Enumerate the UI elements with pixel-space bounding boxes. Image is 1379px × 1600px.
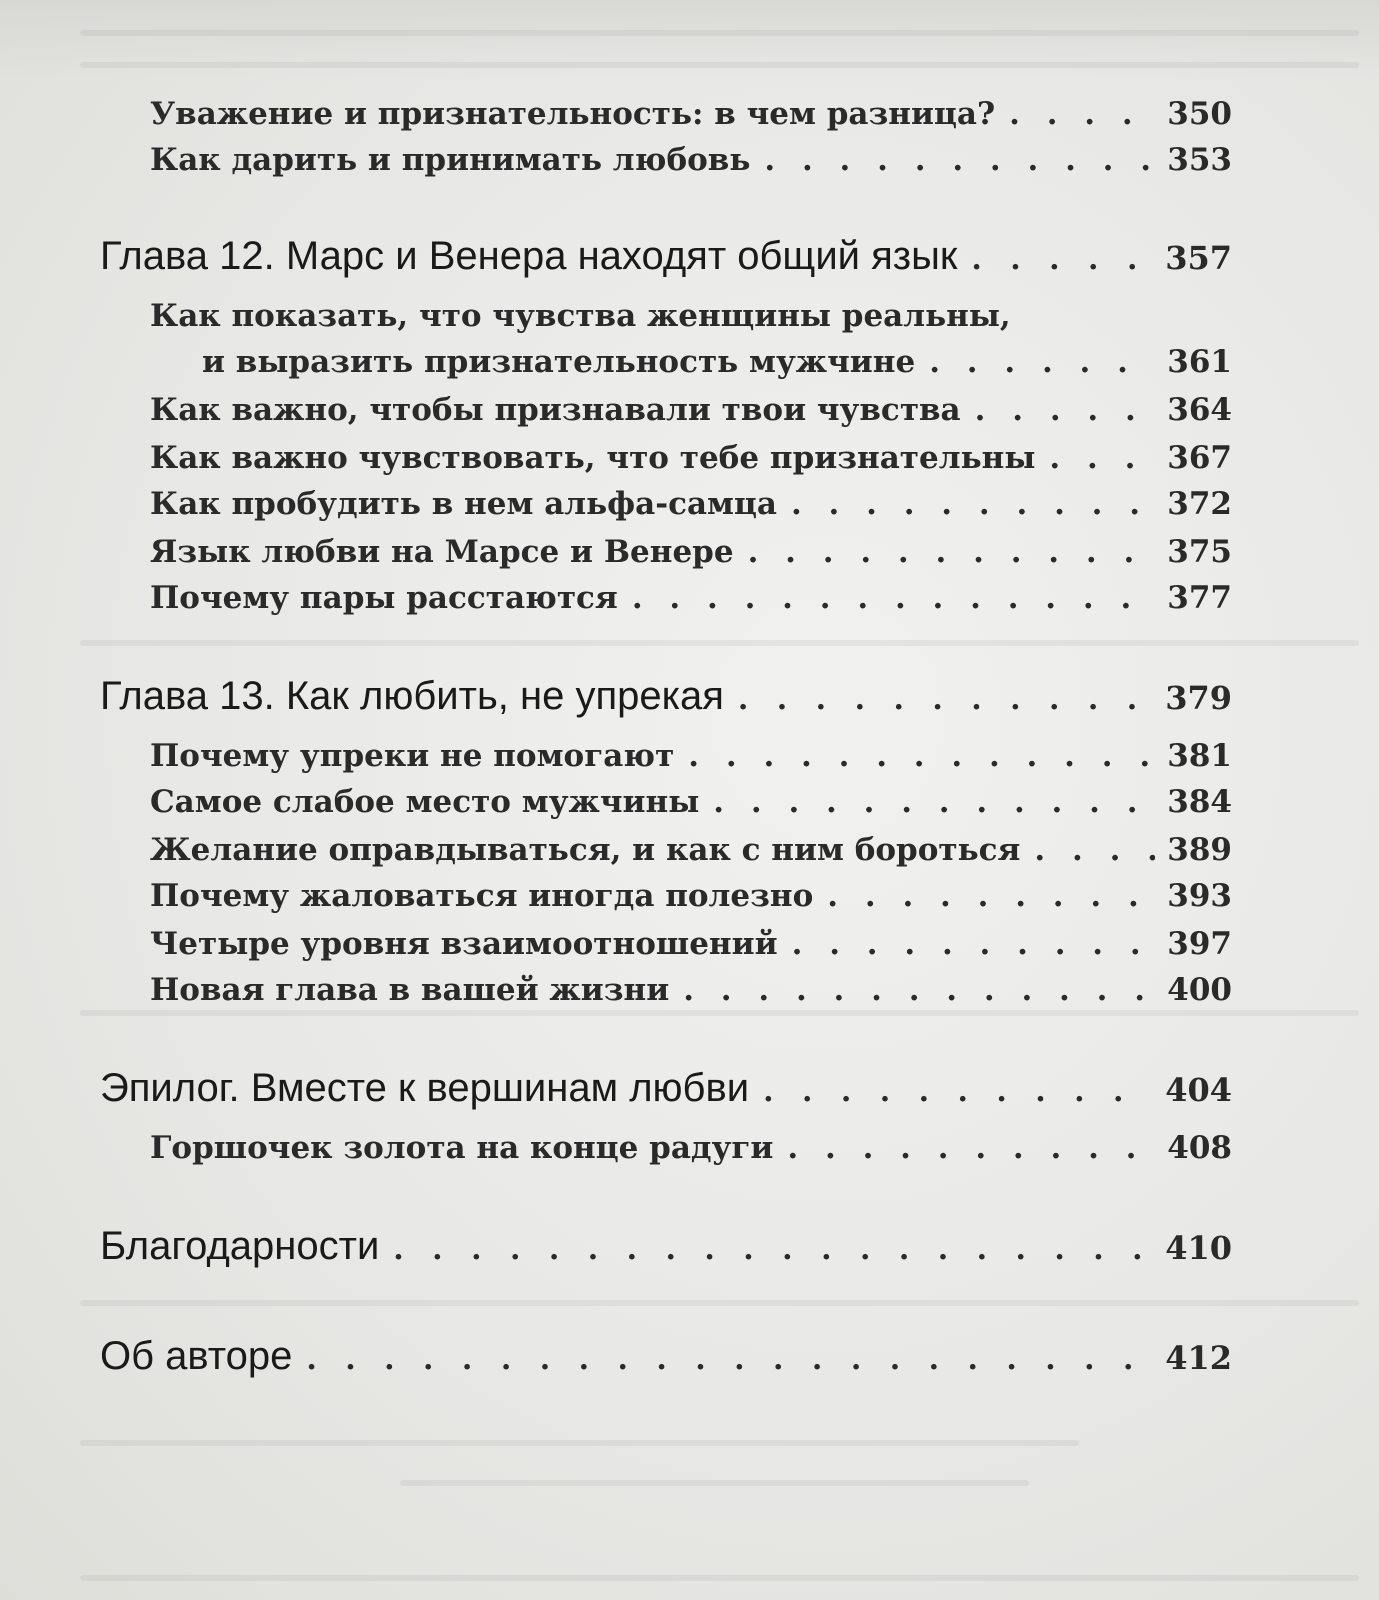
toc-leader-dots (393, 1232, 1153, 1267)
toc-page-number: 372 (1167, 486, 1232, 522)
toc-entry (150, 440, 1232, 482)
toc-entry (150, 832, 1232, 874)
toc-entry-title: Почему пары расстаются (150, 580, 618, 616)
toc-entry-title: Горшочек золота на конце радуги (150, 1130, 774, 1166)
toc-chapter-title: Об авторе (100, 1334, 293, 1378)
toc-chapter-title: Глава 12. Марс и Венера находят общий язык (100, 234, 958, 278)
toc-entry-title: Уважение и признательность: в чем разница? (150, 96, 996, 132)
toc-leader-dots (683, 972, 1155, 1008)
toc-page-number: 350 (1167, 96, 1232, 132)
toc-page-number: 389 (1167, 832, 1232, 868)
toc-leader-dots (792, 926, 1156, 962)
toc-chapter-entry (100, 1224, 1232, 1274)
toc-entry (150, 972, 1232, 1014)
toc-leader-dots (1049, 440, 1155, 476)
toc-page-number: 381 (1167, 738, 1232, 774)
toc-chapter-entry (100, 1334, 1232, 1384)
toc-entry-title: Как важно, чтобы признавали твои чувства (150, 392, 961, 428)
toc-entry-title: Почему упреки не помогают (150, 738, 675, 774)
toc-entry (150, 580, 1232, 622)
toc-entry-title: Новая глава в вашей жизни (150, 972, 670, 1008)
toc-entry-title: Как дарить и принимать любовь (150, 142, 751, 178)
toc-chapter-entry (100, 234, 1232, 284)
toc-page-number: 361 (1167, 344, 1232, 380)
toc-leader-dots (1034, 832, 1155, 868)
toc-entry-title: Почему жаловаться иногда полезно (150, 878, 814, 914)
toc-page-number: 379 (1165, 679, 1232, 717)
toc-page-number: 410 (1165, 1229, 1232, 1267)
toc-entry-title-line1: Как показать, что чувства женщины реальны, (150, 298, 1011, 334)
toc-page-number: 353 (1167, 142, 1232, 178)
toc-page-number: 357 (1165, 239, 1232, 277)
toc-chapter-title: Глава 13. Как любить, не упрекая (100, 674, 724, 718)
toc-leader-dots (929, 344, 1155, 380)
toc-leader-dots (971, 242, 1153, 277)
toc-leader-dots (632, 580, 1155, 616)
toc-entry (150, 878, 1232, 920)
toc-entry (150, 784, 1232, 826)
toc-entry (202, 344, 1232, 386)
toc-entry (150, 392, 1232, 434)
toc-leader-dots (306, 1342, 1153, 1377)
toc-entry (150, 926, 1232, 968)
toc-chapter-entry (100, 1066, 1232, 1116)
toc-entry-title: Желание оправдываться, и как с ним бороться (150, 832, 1021, 868)
toc-page-number: 375 (1167, 534, 1232, 570)
toc-leader-dots (787, 1130, 1155, 1166)
toc-page-number: 364 (1167, 392, 1232, 428)
toc-chapter-title: Эпилог. Вместе к вершинам любви (100, 1066, 750, 1110)
toc-page-number: 408 (1167, 1130, 1232, 1166)
toc-entry-title: Как важно чувствовать, что тебе признательны (150, 440, 1036, 476)
toc-entry (150, 534, 1232, 576)
toc-page-number: 384 (1167, 784, 1232, 820)
toc-page-number: 393 (1167, 878, 1232, 914)
toc-leader-dots (827, 878, 1155, 914)
toc-leader-dots (791, 486, 1155, 522)
toc-page-number: 400 (1167, 972, 1232, 1008)
toc-chapter-entry (100, 674, 1232, 724)
toc-leader-dots (975, 392, 1156, 428)
toc-entry-title: Как пробудить в нем альфа-самца (150, 486, 777, 522)
toc-page-number: 397 (1167, 926, 1232, 962)
toc-entry (150, 142, 1232, 184)
toc-entry (150, 1130, 1232, 1172)
toc-page-number: 412 (1165, 1339, 1232, 1377)
toc-leader-dots (764, 142, 1155, 178)
toc-chapter-title: Благодарности (100, 1224, 380, 1268)
toc-entry-title: Самое слабое место мужчины (150, 784, 700, 820)
toc-entry-title: и выразить признательность мужчине (202, 344, 916, 380)
toc-leader-dots (748, 534, 1156, 570)
toc-leader-dots (763, 1074, 1153, 1109)
toc-leader-dots (713, 784, 1155, 820)
toc-page-number: 377 (1167, 580, 1232, 616)
toc-entry-title: Язык любви на Марсе и Венере (150, 534, 734, 570)
toc-page-number: 367 (1167, 440, 1232, 476)
toc-leader-dots (688, 738, 1155, 774)
toc-leader-dots (1009, 96, 1155, 132)
toc-entry (150, 486, 1232, 528)
toc-entry (150, 96, 1232, 138)
toc-entry (150, 738, 1232, 780)
toc-leader-dots (738, 682, 1153, 717)
toc-entry-title: Четыре уровня взаимоотношений (150, 926, 778, 962)
toc-page-number: 404 (1165, 1071, 1232, 1109)
